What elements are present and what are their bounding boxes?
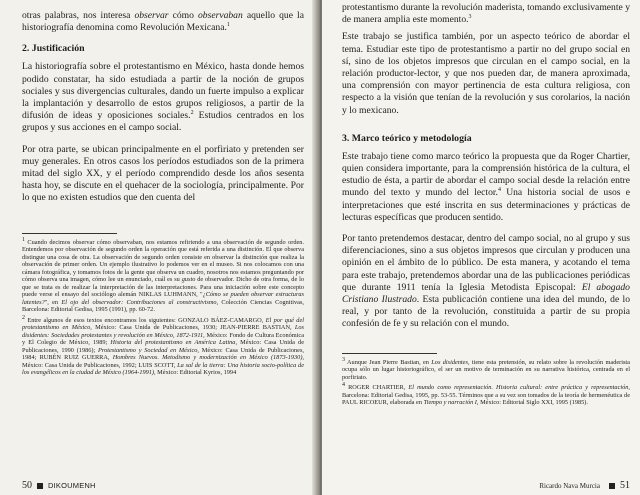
left-page	[0, 0, 318, 495]
text-run: ", en	[44, 298, 62, 306]
footnote-3	[342, 356, 630, 382]
text-run: , Barcelona: Editorial Gedisa, 1995, pp. 53-55. Términos que a su vez son tomados de la teoría de hermenéutica de PAUL RICOEUR, elaborada en	[342, 384, 630, 407]
footnote-divider	[22, 233, 117, 234]
right-footnotes	[342, 356, 630, 407]
italic-text: ¿Cómo se pueden observar estructuras latentes?	[22, 291, 304, 306]
footnote-marker: 2	[190, 110, 194, 117]
text-run: de observador. Dicho de otra forma, de lo que se trata es de realizar la interpretación de las interpretaciones. Para una iniciación sobre este concepto puede verse el ensayo del sociólogo alemán NIKLAS LUHMANN, "	[22, 276, 305, 299]
italic-text: Hombres Nuevos. Metodismo y modernización en México (1873-1930)	[112, 354, 303, 362]
text-run: otras palabras, nos interesa	[22, 10, 135, 21]
text-run: , México: Casa Unida de Publicaciones, 1990 (1986);	[22, 339, 304, 354]
text-run: Por tanto pretendemos destacar, dentro del campo social, no al grupo y sus diferenciaciones, sino a sus objetos impresos que circulan y producen una opinión en el ámbito de lo público. De esta manera, y acotando el tema para este trabajo, pretendemos abordar una de las publicaciones periódicas que durante 1911 tenía la Iglesia Metodista Episcopal:	[342, 233, 630, 293]
section-heading-justificacion: 2. Justificación	[22, 43, 85, 55]
text-run: . Esta publicación contiene una idea del mundo, de lo real, y por tanto de la revolución, constituida a partir de su propia confesión de fe y su relación con el mundo.	[342, 294, 630, 330]
text-run: Cuando decimos observar cómo observaban, nos estamos refiriendo a una observación de segundo orden. Entendemos por observación de segundo orden la operación que está referida a una distinción. El que observa distingue una cosa de otra. La observación de segundo orden consiste en observar la distinción que realiza la observación de primer orden. Un ejemplo ilustrativo lo podemos ver en el museo. Si nos colocamos con una cámara fotográfica, y tomamos fotos de la gente que observa un cuadro, nosotros nos estamos preguntando por cómo observa una imagen, cómo lee un enunciado, cuál es su	[22, 238, 304, 284]
footnote-marker: 2	[22, 314, 25, 321]
footnote-marker: 3	[468, 14, 472, 21]
italic-text: La sal de la tierra: Una historia socio-política de los evangélicos en la ciudad de México (1964-1991)	[22, 361, 304, 377]
italic-text: observar	[134, 10, 169, 21]
text-run: Este trabajo se justifica también, por un aspecto teórico de abordar el tema. Estudiar este tipo de protestantismo a partir no del grupo social en sí, sino de los objetos impresos que circulan en el campo social, en la relación productor-lector, y que nos pueden dar, de manera aproximada, una comprensión con mayor pertinencia de esta cultura religiosa, con respecto a la visión que tenían de la revolución y sus corolarios, la nación y lo mexicano.	[342, 31, 630, 116]
author-name: Ricardo Nava Murcia	[539, 481, 600, 490]
footnote-marker: 1	[226, 22, 230, 29]
text-run: Una historia social de usos e interpretaciones que esté inscrita en sus determinaciones y prácticas de lecturas específicas que producen sentido.	[342, 187, 630, 223]
text-run: La historiografía sobre el protestantismo en México, hasta donde hemos podido constatar, ha sido estudiada a partir de la noción de grupos sociales y sus divergencias culturales, dando un fuerte impulso a explicar la implantación y desarrollo de estos grupos religiosos, a partir de la difusión de ideas y oposiciones sociales.	[22, 61, 304, 122]
italic-text: El ojo del observador: Contribuciones al constructivismo	[61, 298, 217, 306]
footnote-marker: 4	[497, 187, 501, 194]
square-bullet-icon	[37, 483, 43, 489]
italic-text: Los disidentes: Sociedades protestantes y revolución en México, 1872-1911	[22, 324, 304, 339]
marco-paragraph-2	[342, 233, 630, 331]
journal-name: DIKOUMENH	[48, 481, 96, 490]
justificacion-paragraph-2	[22, 144, 304, 205]
text-run: , Colección Ciencias Cognitivas, Barcelona: Editorial Gedisa, 1995 (1991), pp. 60-72.	[22, 298, 305, 314]
right-continuation-paragraph	[342, 2, 630, 26]
marco-paragraph-1	[342, 151, 630, 224]
footnote-marker: 1	[22, 236, 25, 243]
square-bullet-icon	[609, 483, 615, 489]
text-run: ROGER CHARTIER,	[345, 384, 409, 392]
text-run: Este trabajo tiene como marco teórico la propuesta que da Roger Chartier, quien considera importante, para la comprensión histórica de la cultura, el estudio de ésta, a partir de abordar el campo social desde la relación entre mundo del texto y mundo del lector.	[342, 150, 630, 199]
italic-text: observaban	[198, 10, 243, 21]
text-run: aquello que la historiografía denomina como Revolución Mexicana.	[22, 10, 304, 34]
footnote-marker: 3	[342, 356, 345, 363]
italic-text: Tiempo y narración I	[423, 399, 477, 407]
text-run: , tiene esta pretensión, su relato sobre la revolución maderista ocupa sólo un lugar historiográfico, el ser un motivo de terminación en su narrativa histórica, centrada en el porfiriato.	[342, 358, 630, 381]
text-run: , México: Editorial Siglo XXI, 1995 (1985).	[476, 399, 588, 407]
justificacion-paragraph-1	[22, 61, 304, 134]
footnote-2	[22, 314, 304, 377]
text-run: cómo	[168, 10, 198, 21]
italic-text: Historia del protestantismo en América Latina	[110, 339, 236, 347]
page-number: 51	[620, 480, 630, 491]
left-page-footer	[22, 480, 96, 491]
right-page-footer	[539, 480, 630, 491]
text-run: , México: Editorial Kyrios, 1994	[154, 369, 237, 377]
text-run: protestantismo durante la revolución maderista, tomando exclusivamente y de manera amplia este momento.	[342, 2, 630, 26]
text-run: Aunque Jean Pierre Bastian, en	[345, 358, 432, 366]
justificacion-paragraph-3	[342, 31, 630, 116]
text-run: , México: Casa Unida de Publicaciones, 1930; JEAN-PIERRE BASTIAN,	[90, 324, 295, 332]
text-run: Estudios centrados en los grupos y sus acciones en el campo social.	[22, 110, 304, 134]
footnote-1	[22, 236, 305, 314]
italic-text: El abogado Cristiano Ilustrado	[342, 281, 630, 306]
text-run: Entre algunos de esos textos encontramos los siguientes: GONZALO BÁEZ-CAMARGO,	[25, 316, 266, 324]
italic-text: El mundo como representación. Historia cultural: entre práctica y representación	[408, 384, 629, 392]
italic-text: Protestantismo y Sociedad en México	[98, 346, 198, 354]
page-number: 50	[22, 480, 32, 491]
italic-text: Los disidentes	[431, 358, 468, 366]
text-run: , México: Casa Unida de Publicaciones, 1984; RUBÉN RUIZ GUERRA,	[22, 346, 304, 362]
text-run: , México: Casa Unida de Publicaciones, 1992; LUIS SCOTT,	[22, 354, 304, 369]
italic-text: gusto	[181, 276, 196, 284]
footnote-divider	[342, 353, 437, 354]
left-intro-paragraph	[22, 10, 304, 34]
section-heading-marco-teorico: 3. Marco teórico y metodología	[342, 132, 472, 144]
text-run: Por otra parte, se ubican principalmente en el porfiriato y pretenden ser muy generales. En otros casos los períodos estudiados son de la primera mitad del siglo XX, y el período comprendido desde los años sesenta hasta hoy, se discute en el quehacer de la sociología, principalmente. Por lo que no existen estudios que den cuenta del	[22, 143, 304, 204]
italic-text: El por qué del protestantismo en México	[22, 316, 304, 332]
text-run: , México: Fondo de Cultura Económica y El Colegio de México, 1989;	[22, 331, 304, 347]
footnote-marker: 4	[342, 382, 345, 389]
left-footnotes	[22, 236, 305, 377]
footnote-4	[342, 384, 630, 407]
right-page	[322, 0, 640, 495]
